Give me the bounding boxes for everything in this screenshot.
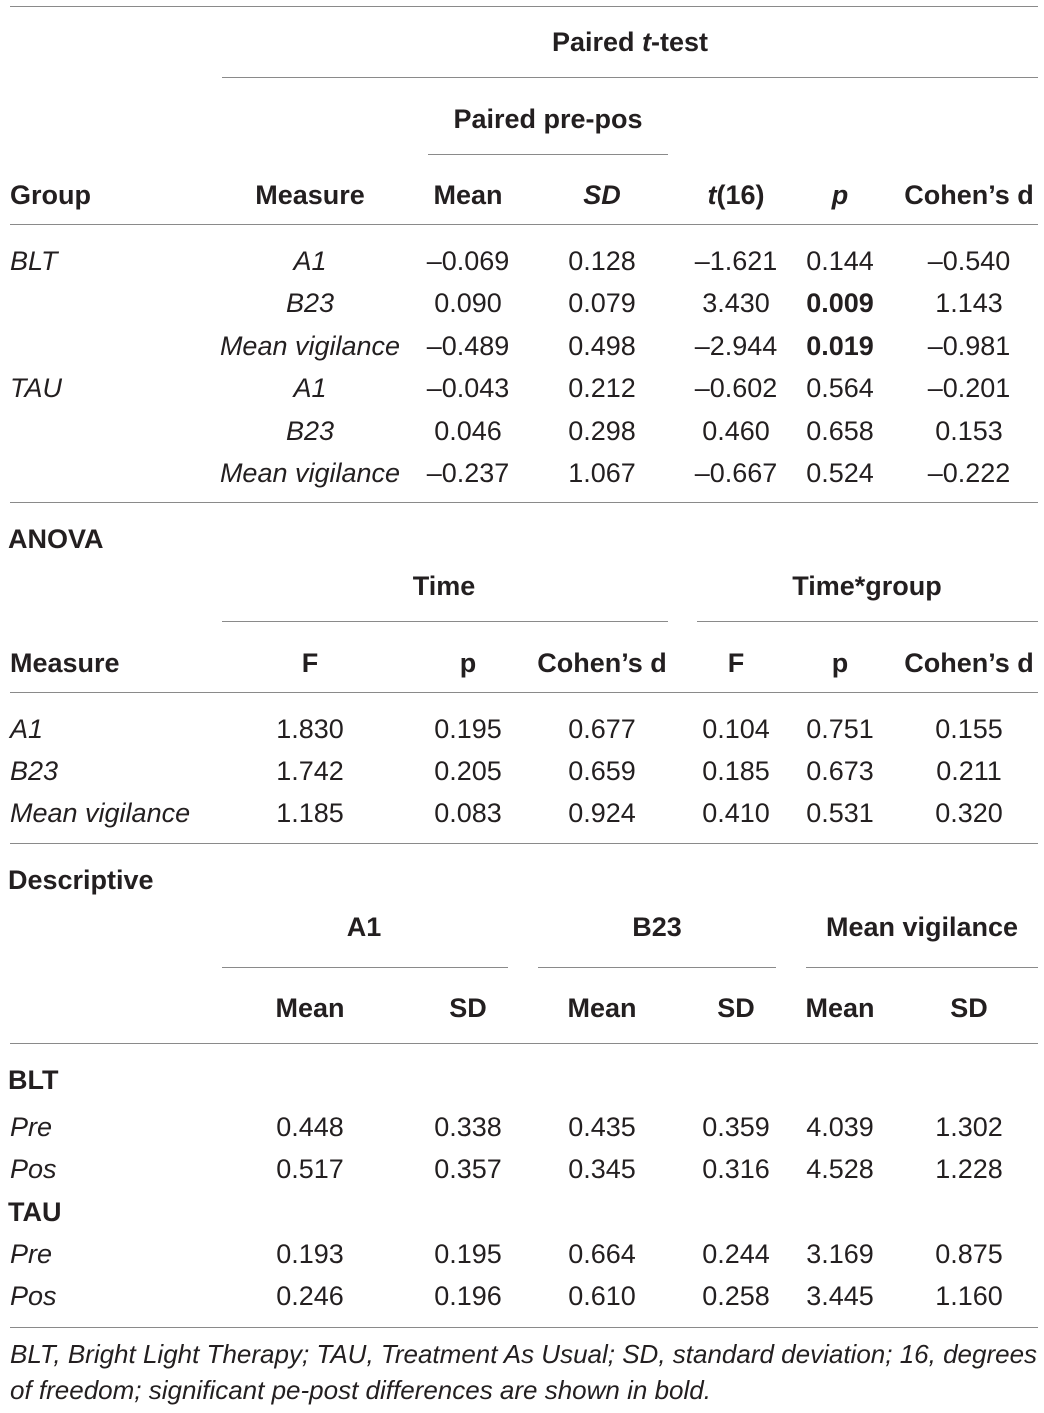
- desc-value: 0.517: [276, 1154, 344, 1184]
- desc-row-label: Pos: [10, 1154, 57, 1184]
- header-t: t(16): [707, 180, 765, 210]
- desc-value: 0.664: [568, 1239, 636, 1269]
- desc-header-sd-1: SD: [449, 993, 487, 1023]
- anova-timegroup-p: 0.531: [806, 798, 874, 828]
- desc-value: 3.169: [806, 1239, 874, 1269]
- anova-measure: A1: [10, 714, 44, 744]
- desc-value: 1.302: [935, 1112, 1003, 1142]
- paired-p: 0.658: [806, 415, 874, 446]
- paired-cohens-d: –0.540: [927, 246, 1011, 276]
- anova-timegroup-f: 0.185: [702, 756, 770, 786]
- desc-value: 0.316: [702, 1154, 770, 1184]
- header-group: Group: [10, 180, 91, 210]
- paired-sd: 0.079: [568, 288, 636, 319]
- anova-timegroup-f: 0.410: [702, 798, 770, 828]
- desc-section-label: TAU: [8, 1197, 62, 1227]
- paired-subtitle: Paired pre-pos: [453, 104, 643, 134]
- anova-timegroup-p: 0.673: [806, 756, 874, 786]
- table-footnote: BLT, Bright Light Therapy; TAU, Treatment As Usual; SD, standard deviation; 16, degrees of freedom; significant pe-post differences are shown in bold.: [10, 1339, 1038, 1405]
- rule-paired-subtitle: [428, 154, 668, 155]
- desc-group-mean-vigilance: Mean vigilance: [825, 912, 1019, 942]
- paired-cohens-d: 1.143: [935, 288, 1003, 319]
- anova-measure: Mean vigilance: [10, 798, 191, 828]
- paired-sd: 0.212: [568, 373, 636, 404]
- anova-timegroup-cohens-d: 0.320: [935, 798, 1003, 828]
- desc-value: 0.338: [434, 1112, 502, 1142]
- paired-mean: 0.046: [434, 415, 502, 446]
- desc-value: 1.160: [935, 1281, 1003, 1311]
- paired-mean: –0.489: [426, 330, 510, 361]
- paired-p: 0.524: [806, 458, 874, 488]
- anova-timegroup-f: 0.104: [702, 714, 770, 744]
- rule-anova-timegroup: [697, 621, 1038, 622]
- header-cohens-d: Cohen’s d: [904, 180, 1034, 210]
- desc-value: 0.258: [702, 1281, 770, 1311]
- header-measure: Measure: [255, 180, 365, 210]
- rule-anova-header: [10, 692, 1038, 693]
- desc-header-mean-3: Mean: [805, 993, 875, 1023]
- anova-header-f2: F: [727, 648, 745, 678]
- paired-cohens-d: –0.201: [927, 373, 1011, 404]
- anova-time-f: 1.185: [276, 798, 344, 828]
- anova-header-measure: Measure: [10, 648, 120, 678]
- paired-measure: Mean vigilance: [219, 330, 401, 361]
- anova-time-cohens-d: 0.659: [568, 756, 636, 786]
- anova-header-d2: Cohen’s d: [904, 648, 1034, 678]
- anova-time-p: 0.083: [434, 798, 502, 828]
- rule-anova-end: [10, 843, 1038, 844]
- paired-sd: 1.067: [568, 458, 636, 488]
- header-mean: Mean: [433, 180, 503, 210]
- desc-value: 0.875: [935, 1239, 1003, 1269]
- anova-timegroup-cohens-d: 0.155: [935, 714, 1003, 744]
- desc-header-mean-2: Mean: [567, 993, 637, 1023]
- rule-top: [10, 6, 1038, 7]
- desc-row-label: Pos: [10, 1281, 57, 1311]
- desc-value: 4.528: [806, 1154, 874, 1184]
- anova-header-p1: p: [459, 648, 477, 678]
- desc-value: 0.246: [276, 1281, 344, 1311]
- rule-desc-a1: [222, 967, 508, 968]
- anova-timegroup-cohens-d: 0.211: [936, 756, 1002, 786]
- paired-mean: –0.069: [426, 246, 510, 276]
- paired-title: Paired t-test: [551, 27, 709, 57]
- paired-p: 0.144: [806, 246, 874, 276]
- desc-value: 0.345: [568, 1154, 636, 1184]
- paired-sd: 0.128: [568, 246, 636, 276]
- paired-sd: 0.298: [568, 415, 636, 446]
- paired-measure: A1: [293, 246, 327, 276]
- desc-value: 0.359: [702, 1112, 770, 1142]
- paired-cohens-d: –0.222: [927, 458, 1011, 488]
- rule-paired-title: [222, 77, 1038, 78]
- desc-header-sd-3: SD: [950, 993, 988, 1023]
- paired-measure: B23: [285, 415, 335, 446]
- anova-time-p: 0.195: [434, 714, 502, 744]
- rule-bottom: [10, 1327, 1038, 1328]
- anova-title: ANOVA: [8, 524, 104, 554]
- desc-row-label: Pre: [10, 1239, 53, 1269]
- paired-t: –1.621: [694, 246, 778, 276]
- desc-header-mean-1: Mean: [275, 993, 345, 1023]
- desc-section-label: BLT: [8, 1065, 59, 1095]
- paired-t: –0.602: [694, 373, 778, 404]
- descriptive-title: Descriptive: [8, 865, 154, 895]
- anova-header-p2: p: [831, 648, 849, 678]
- anova-time-cohens-d: 0.677: [568, 714, 636, 744]
- rule-paired-end: [10, 502, 1038, 503]
- rule-desc-header: [10, 1043, 1038, 1044]
- paired-measure: A1: [293, 373, 327, 404]
- anova-time-cohens-d: 0.924: [568, 798, 636, 828]
- desc-group-b23: B23: [632, 912, 682, 942]
- desc-value: 0.244: [702, 1239, 770, 1269]
- paired-mean: –0.043: [426, 373, 510, 404]
- anova-time-f: 1.830: [276, 714, 344, 744]
- anova-time-f: 1.742: [276, 756, 344, 786]
- desc-value: 0.610: [568, 1281, 636, 1311]
- desc-value: 0.357: [434, 1154, 502, 1184]
- anova-timegroup: Time*group: [792, 571, 942, 601]
- desc-value: 0.435: [568, 1112, 636, 1142]
- desc-group-a1: A1: [346, 912, 382, 942]
- paired-measure: Mean vigilance: [219, 458, 401, 488]
- desc-header-sd-2: SD: [717, 993, 755, 1023]
- paired-p: 0.019: [806, 330, 874, 361]
- anova-timegroup-p: 0.751: [806, 714, 874, 744]
- paired-t: 0.460: [702, 415, 770, 446]
- paired-cohens-d: 0.153: [935, 415, 1003, 446]
- desc-value: 0.448: [276, 1112, 344, 1142]
- rule-desc-mean-vigilance: [806, 967, 1038, 968]
- paired-mean: 0.090: [434, 288, 502, 319]
- paired-t: 3.430: [702, 288, 770, 319]
- desc-value: 0.195: [434, 1239, 502, 1269]
- desc-value: 4.039: [806, 1112, 874, 1142]
- paired-t: –2.944: [694, 330, 778, 361]
- paired-cohens-d: –0.981: [927, 330, 1011, 361]
- desc-value: 0.196: [434, 1281, 502, 1311]
- anova-header-f1: F: [301, 648, 319, 678]
- desc-value: 1.228: [935, 1154, 1003, 1184]
- rule-paired-header: [10, 224, 1038, 225]
- rule-anova-time: [222, 621, 668, 622]
- paired-p: 0.564: [806, 373, 874, 404]
- paired-sd: 0.498: [568, 330, 636, 361]
- rule-desc-b23: [538, 967, 776, 968]
- paired-p: 0.009: [806, 288, 874, 319]
- desc-value: 0.193: [276, 1239, 344, 1269]
- header-sd: SD: [583, 180, 621, 210]
- anova-time-p: 0.205: [434, 756, 502, 786]
- anova-measure: B23: [10, 756, 59, 786]
- desc-row-label: Pre: [10, 1112, 53, 1142]
- anova-header-d1: Cohen’s d: [537, 648, 667, 678]
- anova-time: Time: [412, 571, 476, 601]
- desc-value: 3.445: [806, 1281, 874, 1311]
- paired-mean: –0.237: [426, 458, 510, 488]
- paired-t: –0.667: [694, 458, 778, 488]
- paired-group-label: TAU: [10, 373, 62, 404]
- paired-measure: B23: [285, 288, 335, 319]
- paired-group-label: BLT: [10, 246, 58, 276]
- header-p: p: [831, 180, 849, 210]
